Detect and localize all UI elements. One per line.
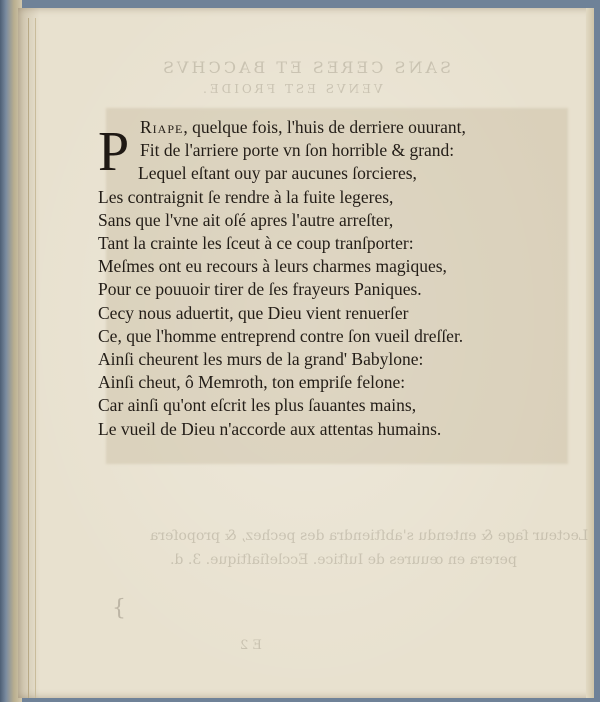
poem-line-text: , quelque fois, l'huis de derriere ouurant,	[183, 117, 466, 137]
show-through-signature: E 2	[240, 638, 262, 653]
poem-line: Tant la crainte les ſceut à ce coup tranſporter:	[98, 233, 414, 254]
poem-line: Ainſi cheurent les murs de la grand' Babylone:	[98, 349, 424, 370]
show-through-title: SANS CERES ET BACCHVS	[160, 58, 451, 77]
show-through-subtitle: VENVS EST FROIDE.	[200, 82, 383, 96]
poem-line: Ce, que l'homme entreprend contre ſon vueil dreſſer.	[98, 325, 464, 346]
show-through-text: Lecteur ſage & entendu s'abſtiendra des pechez, & propoſera	[150, 528, 589, 544]
show-through-bracket: {	[112, 596, 126, 621]
poem-line: Lequel eſtant ouy par aucunes ſorcieres,	[138, 163, 417, 184]
first-word: Riape	[140, 117, 184, 137]
poem-line: Fit de l'arriere porte vn ſon horrible & grand:	[140, 140, 455, 161]
poem-line: Pour ce pouuoir tirer de ſes frayeurs Paniques.	[98, 279, 422, 300]
page-edge	[28, 18, 36, 698]
poem-line: Les contraignit ſe rendre à la fuite legeres,	[98, 186, 394, 207]
poem-line: Car ainſi qu'ont eſcrit les plus ſauantes mains,	[98, 395, 417, 416]
poem-line: Meſmes ont eu recours à leurs charmes magiques,	[98, 256, 447, 277]
show-through-text: perera en œuures de Iuſtice. Eccleſiaſtique. 3. d.	[170, 552, 517, 568]
page-right-edge	[586, 8, 594, 698]
poem-line: Ainſi cheut, ô Memroth, ton empriſe felone:	[98, 372, 406, 393]
poem-line: Le vueil de Dieu n'accorde aux attentas humains.	[98, 418, 442, 439]
poem-text	[98, 116, 568, 441]
drop-capital: P	[98, 121, 130, 183]
poem-line: Sans que l'vne ait oſé apres l'autre arreſter,	[98, 209, 394, 230]
poem-line: Cecy nous aduertit, que Dieu vient renuerſer	[98, 302, 409, 323]
poem-line	[98, 116, 568, 139]
